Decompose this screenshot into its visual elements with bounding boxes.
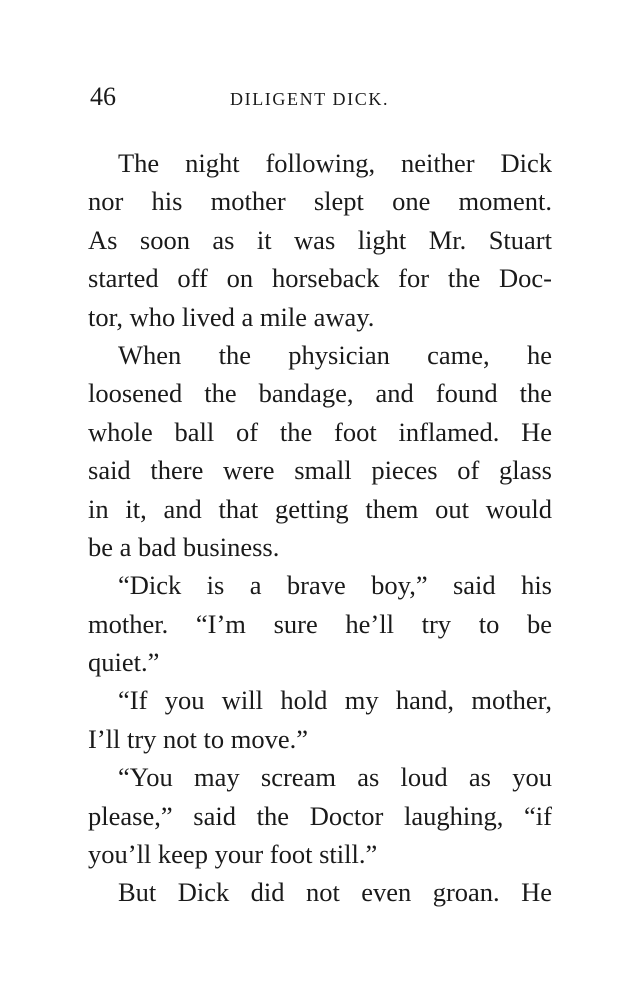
text-line: you’ll keep your foot still.” <box>88 839 378 870</box>
text-line: The night following, neither Dick <box>118 148 552 178</box>
text-line: “You may scream as loud as you <box>118 762 552 793</box>
running-head <box>90 82 550 112</box>
text-line: “If you will hold my hand, mother, <box>118 685 552 716</box>
text-line: be a bad business. <box>88 531 280 562</box>
text-line: quiet.” <box>88 647 160 678</box>
text-line: But Dick did not even groan. He <box>118 877 552 908</box>
running-title: DILIGENT DICK. <box>230 89 390 109</box>
text-line: said there were small pieces of glass <box>88 455 552 486</box>
text-line: whole ball of the foot inflamed. He <box>88 416 552 447</box>
text-line: please,” said the Doctor laughing, “if <box>88 800 552 831</box>
text-line: When the physician came, he <box>118 339 552 370</box>
text-line: I’ll try not to move.” <box>88 723 309 754</box>
body-text <box>88 144 552 912</box>
text-line: “Dick is a brave boy,” said his <box>118 570 552 601</box>
page-number: 46 <box>90 82 116 111</box>
text-line: tor, who lived a mile away. <box>88 301 375 332</box>
text-line: loosened the bandage, and found the <box>88 378 552 409</box>
text-line: mother. “I’m sure he’ll try to be <box>88 608 552 639</box>
text-line: nor his mother slept one moment. <box>88 186 552 217</box>
text-line: As soon as it was light Mr. Stuart <box>88 224 552 255</box>
text-line: started off on horseback for the Doc- <box>88 263 552 294</box>
text-line: in it, and that getting them out would <box>88 493 552 524</box>
